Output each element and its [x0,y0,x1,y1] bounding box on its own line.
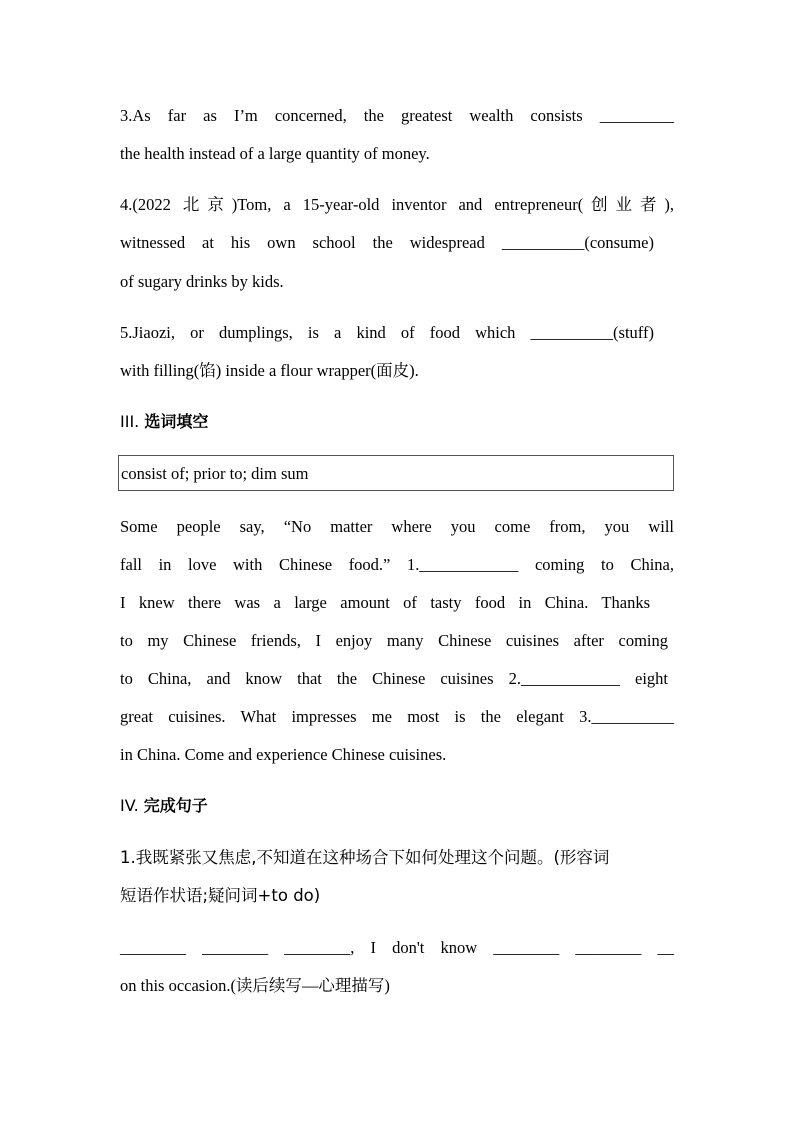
section-4-heading [120,796,208,816]
section-4-numeral: IV. [120,796,139,815]
q5-line-1: 5.Jiaozi, or dumplings, is a kind of food which __________(stuff) [120,323,654,342]
s4-q1-line-3: ________ ________ ________, I don't know ________ ________ __ [120,938,674,957]
passage-line-7: in China. Come and experience Chinese cuisines. [120,745,447,764]
word-box [118,455,674,491]
q4-line-2: witnessed at his own school the widespread __________(consume) [120,233,654,252]
q5-line-2: with filling(馅) inside a flour wrapper(面皮). [120,361,419,380]
passage-line-1: Some people say, “No matter where you come from, you will [120,517,674,536]
passage-line-6: great cuisines. What impresses me most is the elegant 3.__________ [120,707,674,726]
section-3-heading [120,412,208,432]
passage-line-4: to my Chinese friends, I enjoy many Chinese cuisines after coming [120,631,668,650]
section-3-numeral: III. [120,412,140,431]
section-4-title: 完成句子 [143,796,208,815]
passage-line-3: I knew there was a large amount of tasty food in China. Thanks [120,593,650,612]
q4-line-3: of sugary drinks by kids. [120,272,284,291]
word-box-text: consist of; prior to; dim sum [121,464,309,483]
passage-line-5: to China, and know that the Chinese cuisines 2.____________ eight [120,669,668,688]
q4-line-1: 4.(2022 北京)Tom, a 15-year-old inventor and entrepreneur(创业者), [120,195,674,214]
s4-q1-line-4: on this occasion.(读后续写—心理描写) [120,976,390,995]
section-3-title: 选词填空 [144,412,209,431]
q3-line-1: 3.As far as I’m concerned, the greatest wealth consists _________ [120,106,674,125]
s4-q1-line-2: 短语作状语;疑问词+to do) [120,886,321,905]
s4-q1-line-1: 1.我既紧张又焦虑,不知道在这种场合下如何处理这个问题。(形容词 [120,848,610,867]
q3-line-2: the health instead of a large quantity of money. [120,144,430,163]
passage-line-2: fall in love with Chinese food.” 1.____________ coming to China, [120,555,674,574]
